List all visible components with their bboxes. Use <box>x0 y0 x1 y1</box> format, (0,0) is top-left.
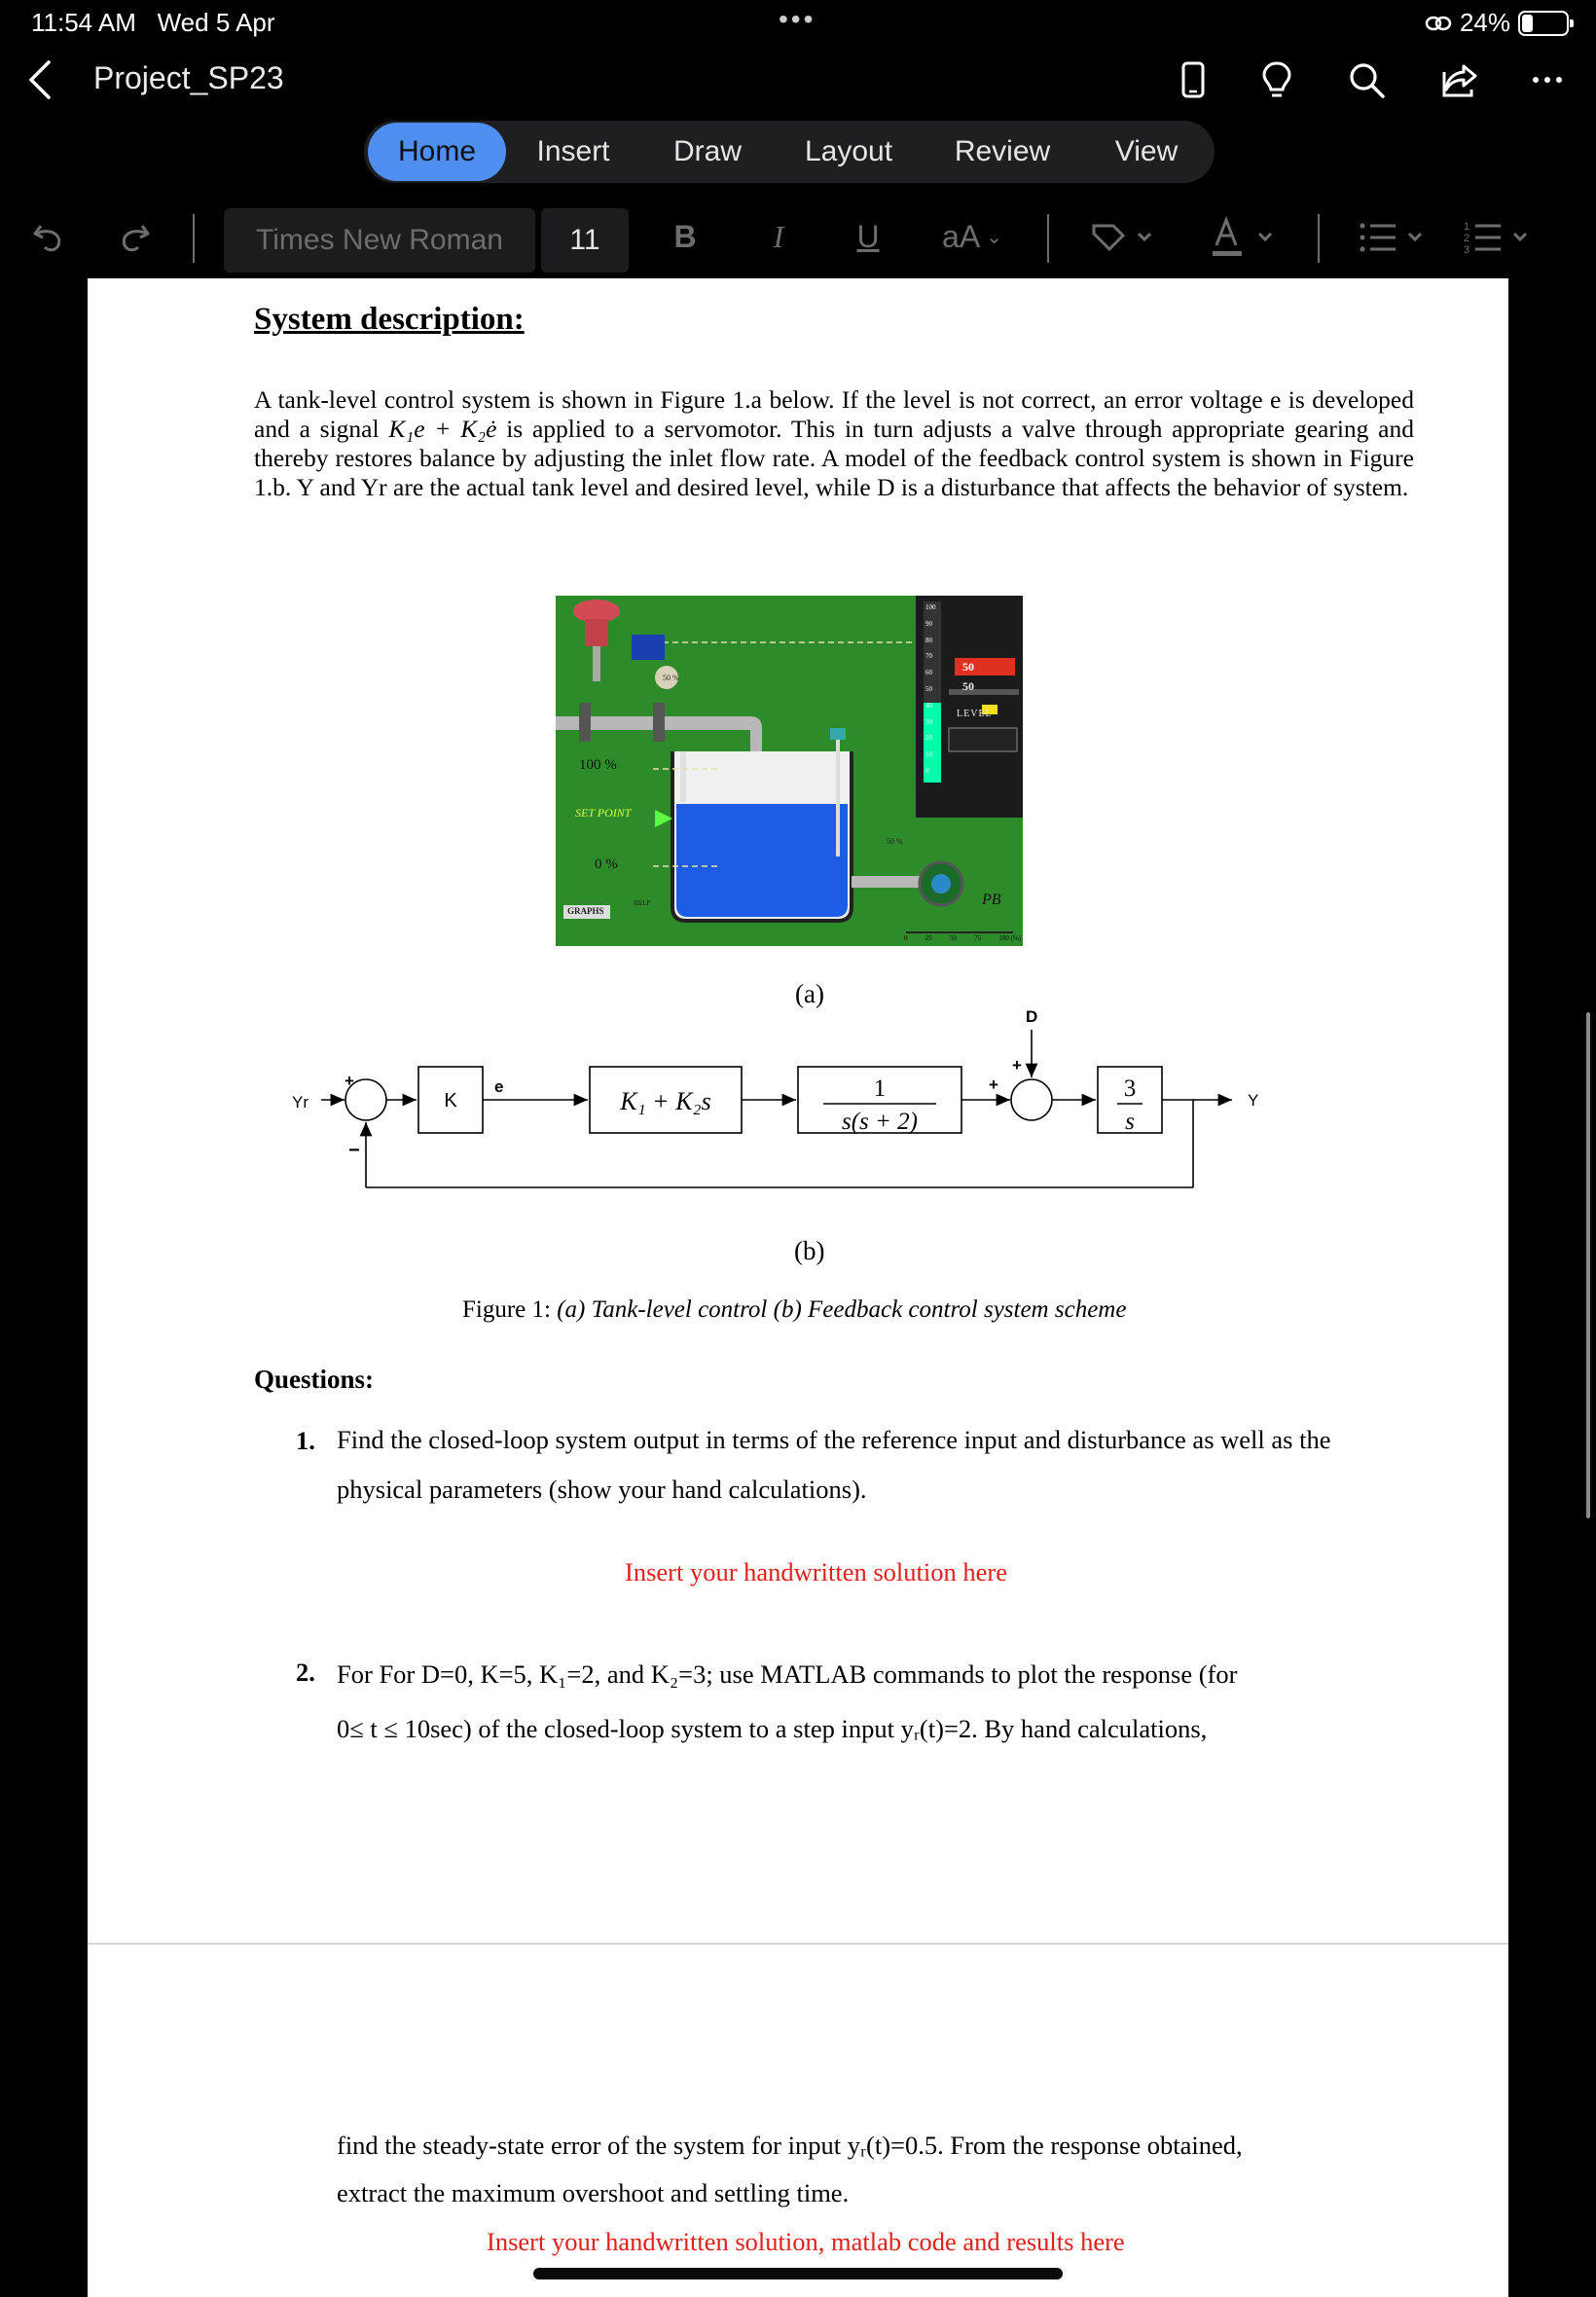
scale-tick: 75 <box>974 934 982 942</box>
home-indicator[interactable] <box>533 2268 1063 2279</box>
font-size-field[interactable]: 11 <box>541 208 629 273</box>
caption-b: (b) <box>794 1236 825 1265</box>
tab-review[interactable]: Review <box>954 135 1051 167</box>
gauge-tick: 60 <box>925 669 932 677</box>
link-icon <box>1425 15 1452 32</box>
divider <box>193 214 195 263</box>
gauge-tick: 20 <box>925 734 932 743</box>
paragraph-text: A tank-level control system is shown in Figure 1.a below. If the level is not correct, an error voltage e is developed and a signal <box>254 385 1414 443</box>
back-chevron-icon[interactable] <box>25 58 54 101</box>
set-point-label: SET POINT <box>575 806 632 820</box>
scale-tick: 100 (%) <box>998 934 1021 942</box>
inline-equation: K₁e + K₂ė <box>388 415 497 443</box>
question-2-continued <box>296 2122 1415 2229</box>
page-break <box>88 1943 1508 1945</box>
font-color-icon[interactable] <box>1205 212 1283 263</box>
gain-k: K <box>444 1090 457 1112</box>
underline-button[interactable]: U <box>856 218 880 254</box>
font-name-field[interactable]: Times New Roman <box>224 208 535 273</box>
pb-logo: PB <box>982 892 1001 908</box>
font-size-menu-label: aA <box>942 218 981 254</box>
document-title[interactable]: Project_SP23 <box>93 60 284 95</box>
italic-button[interactable]: I <box>773 218 784 254</box>
tab-home[interactable]: Home <box>368 123 506 181</box>
gauge-tick: 100 <box>925 603 936 611</box>
scrollbar[interactable] <box>1586 1012 1590 1518</box>
figure-caption-text: (a) Tank-level control (b) Feedback control system scheme <box>557 1296 1127 1323</box>
clock: 11:54 AM <box>31 8 136 37</box>
error-signal-e: e <box>494 1077 504 1096</box>
gauge-tick: 80 <box>925 636 932 644</box>
gauge-tick: 30 <box>925 717 932 726</box>
sum2-plus-sign: + <box>989 1076 998 1094</box>
numbered-list-icon[interactable] <box>1462 214 1540 261</box>
section-heading: System description: <box>254 302 525 337</box>
sum1-minus-sign: − <box>348 1140 360 1161</box>
ribbon-tabs <box>364 121 1215 183</box>
level-readout: 50 <box>962 679 974 693</box>
gauge-tick: 50 <box>925 684 932 693</box>
search-icon[interactable] <box>1345 58 1388 101</box>
question-2 <box>296 1647 1415 1764</box>
paragraph-text: is applied to a servomotor. This in turn adjusts a valve through appropriate gearing and thereby restores balance by adjusting the inlet flow rate. A model of the feedback control system is shown in Figure 1.b. Y and Yr are the actual tank level and desired level, while D is a disturbance that affects the behavior of system. <box>254 415 1414 501</box>
tab-draw[interactable]: Draw <box>673 135 743 167</box>
disturbance-label-d: D <box>1026 1008 1038 1026</box>
highlight-icon[interactable] <box>1088 214 1156 261</box>
undo-icon[interactable] <box>29 218 68 257</box>
integrator-denominator: s <box>1125 1109 1135 1135</box>
figure-caption-prefix: Figure 1: <box>462 1296 558 1323</box>
caption-a: (a) <box>795 979 824 1008</box>
status-time <box>31 8 275 38</box>
svg-text:2: 2 <box>1464 233 1470 244</box>
scale-tick: 25 <box>925 934 932 942</box>
svg-text:3: 3 <box>1464 244 1470 256</box>
status-bar <box>0 0 1596 47</box>
share-icon[interactable] <box>1438 58 1481 101</box>
integrator-numerator: 3 <box>1123 1076 1137 1102</box>
system-description-paragraph <box>254 385 1414 502</box>
question-text: Find the closed-loop system output in terms of the reference input and disturbance as well as the physical parameters (show your hand calculations). <box>337 1425 1331 1504</box>
tab-insert[interactable]: Insert <box>536 135 610 167</box>
redo-icon[interactable] <box>115 218 154 257</box>
question-line: extract the maximum overshoot and settling time. <box>337 2178 850 2207</box>
chevron-down-icon: ⌄ <box>986 226 1002 248</box>
input-label-yr: Yr <box>292 1093 308 1112</box>
question-text <box>337 2122 1415 2217</box>
tank-illustration <box>556 596 1023 946</box>
pump-percent: 50 % <box>887 837 903 846</box>
level-0-label: 0 % <box>595 857 618 872</box>
gauge-tick: 0 <box>925 766 929 775</box>
date: Wed 5 Apr <box>157 8 275 37</box>
plant-denominator: s(s + 2) <box>842 1109 918 1135</box>
bullet-list-icon[interactable] <box>1355 214 1433 261</box>
gauge-tick: 90 <box>925 619 932 628</box>
scale-tick: 50 <box>949 934 957 942</box>
level-gauge-scale <box>925 600 939 780</box>
gauge-tick: 70 <box>925 652 932 661</box>
figure-caption <box>462 1296 1126 1324</box>
scale-tick: 0 <box>904 934 908 942</box>
sum1-plus-sign: + <box>345 1072 354 1090</box>
controller-transfer-function: K₁ + K₂s <box>620 1087 711 1115</box>
phone-layout-icon[interactable] <box>1172 58 1215 101</box>
output-label-y: Y <box>1248 1091 1259 1110</box>
battery-icon <box>1518 11 1569 36</box>
document-page[interactable] <box>88 278 1508 2297</box>
level-title: LEVEL <box>957 709 993 719</box>
questions-heading: Questions: <box>254 1365 375 1394</box>
status-right <box>1425 8 1569 38</box>
multitasking-dots-icon[interactable]: ••• <box>779 4 816 34</box>
handwritten-placeholder-q1[interactable]: Insert your handwritten solution here <box>625 1557 1007 1586</box>
battery-level <box>1522 15 1533 32</box>
question-text <box>337 1647 1415 1756</box>
bold-button[interactable]: B <box>673 218 697 254</box>
more-options-icon[interactable] <box>1526 58 1569 101</box>
question-number: 1. <box>296 1426 315 1455</box>
level-100-label: 100 % <box>579 757 617 773</box>
gauge-tick: 40 <box>925 701 932 710</box>
valve-percent: 50 % <box>663 674 679 682</box>
graphs-button: GRAPHS <box>567 906 604 916</box>
question-number: 2. <box>296 1658 315 1687</box>
tank-level-figure <box>556 596 1023 946</box>
setpoint-readout: 50 <box>962 660 974 674</box>
tab-view[interactable]: View <box>1114 135 1179 167</box>
question-1 <box>296 1415 1415 1522</box>
handwritten-placeholder-q2[interactable]: Insert your handwritten solution, matlab code and results here <box>487 2227 1125 2256</box>
format-toolbar <box>0 201 1596 273</box>
sum2-plus-sign: + <box>1012 1056 1022 1075</box>
tab-layout[interactable]: Layout <box>804 135 893 167</box>
divider <box>1047 214 1049 263</box>
question-line: 0≤ t ≤ 10sec) of the closed-loop system to a step input yᵣ(t)=2. By hand calculations, <box>337 1714 1208 1743</box>
lightbulb-icon[interactable] <box>1255 58 1298 101</box>
question-line: For For D=0, K=5, K₁=2, and K₂=3; use MATLAB commands to plot the response (for <box>337 1659 1238 1689</box>
svg-text:1: 1 <box>1464 221 1470 233</box>
font-size-menu[interactable] <box>928 208 1016 265</box>
divider <box>1318 214 1320 263</box>
battery-percent: 24% <box>1459 8 1510 37</box>
question-line: find the steady-state error of the system for input yᵣ(t)=0.5. From the response obtained, <box>337 2131 1243 2160</box>
plant-numerator: 1 <box>873 1076 887 1102</box>
bottom-scale <box>904 934 1021 942</box>
gauge-tick: 10 <box>925 750 932 759</box>
title-bar <box>0 47 1596 113</box>
help-label: HELP <box>634 899 651 907</box>
